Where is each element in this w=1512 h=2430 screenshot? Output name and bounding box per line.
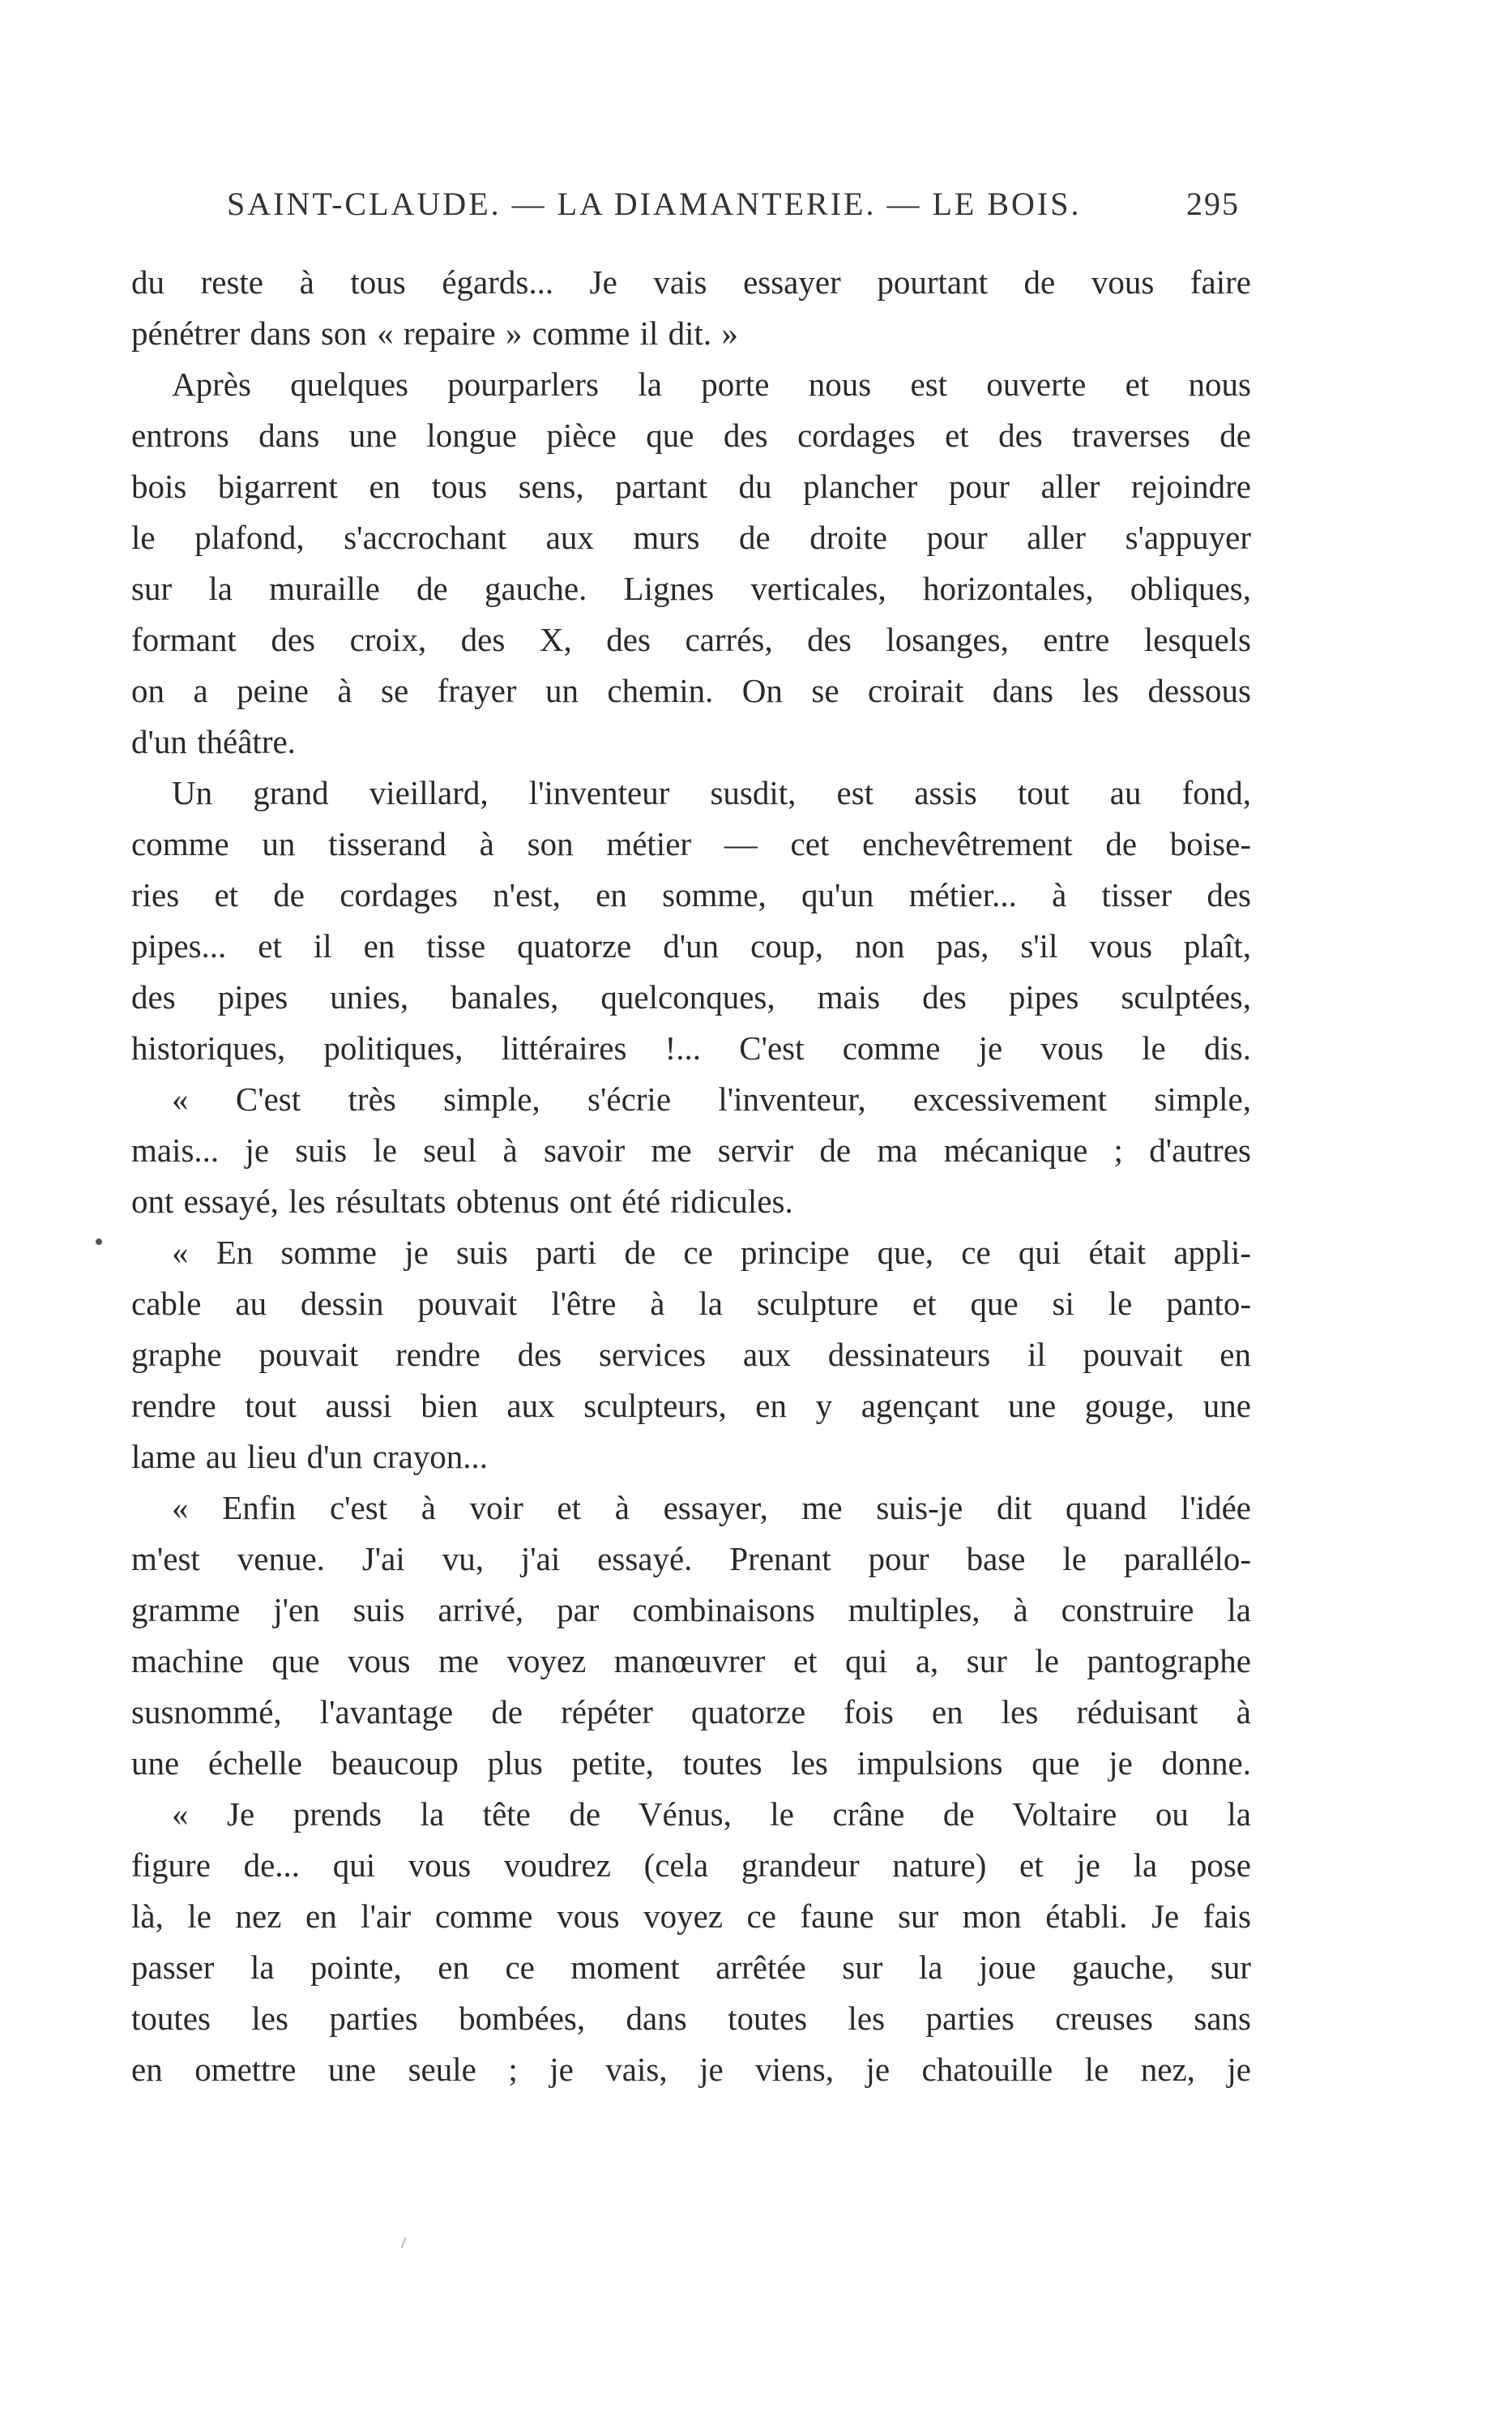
text-line: entrons dans une longue pièce que des cordages et des traverses de [131,417,1251,454]
text-line: historiques, politiques, littéraires !... C'est comme je vous le dis. [131,1029,1251,1067]
running-head [227,185,1240,233]
text-line: pénétrer dans son « repaire » comme il dit. » [131,314,738,352]
text-line: « Enfin c'est à voir et à essayer, me suis-je dit quand l'idée [172,1489,1251,1526]
text-line: cable au dessin pouvait l'être à la sculpture et que si le panto- [131,1285,1251,1322]
text-line: en omettre une seule ; je vais, je viens, je chatouille le nez, je [131,2051,1251,2088]
text-line: toutes les parties bombées, dans toutes les parties creuses sans [131,2000,1251,2037]
text-line: « Je prends la tête de Vénus, le crâne de Voltaire ou la [172,1795,1251,1833]
page-number: 295 [1186,186,1240,222]
text-line: bois bigarrent en tous sens, partant du plancher pour aller rejoindre [131,468,1251,505]
paper-speck [401,2237,407,2248]
text-line: lame au lieu d'un crayon... [131,1438,489,1475]
text-line: passer la pointe, en ce moment arrêtée sur la joue gauche, sur [131,1949,1251,1986]
text-line: machine que vous me voyez manœuvrer et qui a, sur le pantographe [131,1642,1251,1679]
text-line: le plafond, s'accrochant aux murs de droite pour aller s'appuyer [131,519,1251,556]
text-line: susnommé, l'avantage de répéter quatorze fois en les réduisant à [131,1693,1251,1731]
text-line: formant des croix, des X, des carrés, des losanges, entre lesquels [131,621,1251,658]
text-line: des pipes unies, banales, quelconques, mais des pipes sculptées, [131,978,1251,1016]
text-line: m'est venue. J'ai vu, j'ai essayé. Prenant pour base le parallélo- [131,1540,1251,1577]
text-line: rendre tout aussi bien aux sculpteurs, en y agençant une gouge, une [131,1387,1251,1424]
text-line: graphe pouvait rendre des services aux dessinateurs il pouvait en [131,1336,1251,1373]
text-line: Un grand vieillard, l'inventeur susdit, est assis tout au fond, [172,774,1251,811]
text-line: d'un théâtre. [131,723,296,760]
text-line: Après quelques pourparlers la porte nous est ouverte et nous [172,366,1251,403]
text-line: comme un tisserand à son métier — cet enchevêtrement de boise- [131,825,1251,862]
text-line: « C'est très simple, s'écrie l'inventeur, excessivement simple, [172,1080,1251,1118]
text-line: figure de... qui vous voudrez (cela grandeur nature) et je la pose [131,1846,1251,1884]
text-line: mais... je suis le seul à savoir me servir de ma mécanique ; d'autres [131,1132,1251,1169]
text-line: là, le nez en l'air comme vous voyez ce faune sur mon établi. Je fais [131,1897,1251,1935]
running-title: SAINT-CLAUDE. — LA DIAMANTERIE. — LE BOIS. [227,186,1082,222]
text-line: « En somme je suis parti de ce principe que, ce qui était appli- [172,1234,1251,1271]
text-line: du reste à tous égards... Je vais essayer pourtant de vous faire [131,263,1251,301]
text-line: ries et de cordages n'est, en somme, qu'un métier... à tisser des [131,876,1251,913]
text-line: sur la muraille de gauche. Lignes verticales, horizontales, obliques, [131,570,1251,607]
text-line: ont essayé, les résultats obtenus ont été ridicules. [131,1183,793,1220]
body-text [131,257,1251,2095]
margin-mark [96,1239,102,1245]
text-line: gramme j'en suis arrivé, par combinaisons multiples, à construire la [131,1591,1251,1628]
text-line: une échelle beaucoup plus petite, toutes les impulsions que je donne. [131,1744,1251,1782]
text-line: pipes... et il en tisse quatorze d'un coup, non pas, s'il vous plaît, [131,927,1251,965]
text-line: on a peine à se frayer un chemin. On se croirait dans les dessous [131,672,1251,709]
